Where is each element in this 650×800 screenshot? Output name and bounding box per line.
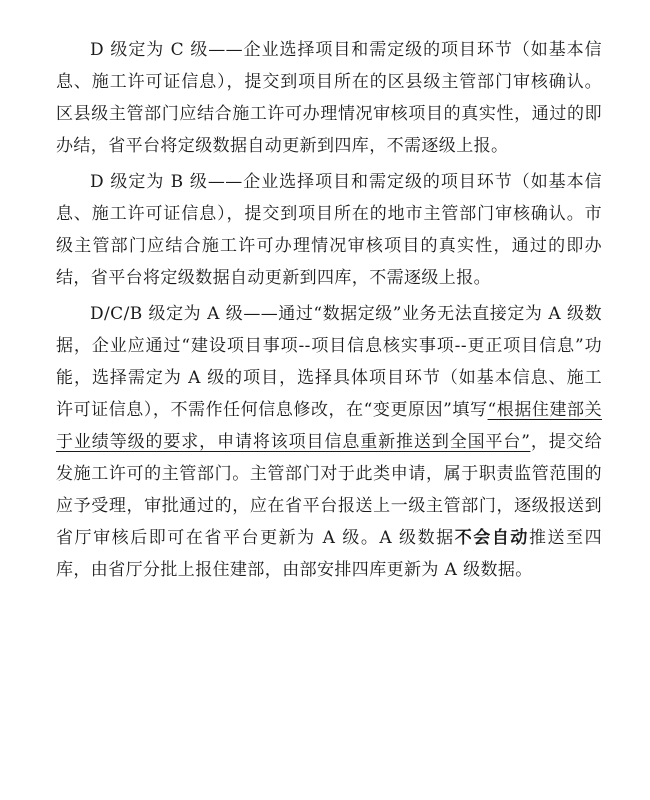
paragraph-text: 推送至四库，由省厅分批上报住建部，由部安排四库更新为 A 级数据。 xyxy=(56,528,602,580)
paragraph-text: ，提交给发施工许可的主管部门。主管部门对于此类申请，属于职责监管范围的应予受理，审批通过的，应在省平台报送上一级主管部门，逐级报送到省厅审核后即可在省平台更新为 A 级。A 级数据 xyxy=(56,432,602,548)
paragraph-d-to-c xyxy=(56,34,602,162)
emphasis-text: 不会自动 xyxy=(454,528,529,548)
paragraph-d-to-b xyxy=(56,166,602,294)
paragraph-text: D/C/B 级定为 A 级——通过“数据定级”业务无法直接定为 A 级数据，企业应通过“建设项目事项--项目信息核实事项--更正项目信息”功能，选择需定为 A 级的项目，选择具体项目环节（如基本信息、施工许可证信息），不需作任何信息修改，在“变更原因”填写 xyxy=(56,304,602,420)
change-reason-quote: “根据住建部关于业绩等级的要求，申请将该项目信息重新推送到全国平台” xyxy=(56,400,603,452)
paragraph-text: D 级定为 C 级——企业选择项目和需定级的项目环节（如基本信息、施工许可证信息），提交到项目所在的区县级主管部门审核确认。区县级主管部门应结合施工许可办理情况审核项目的真实性，通过的即办结，省平台将定级数据自动更新到四库，不需逐级上报。 xyxy=(56,40,602,156)
paragraph-text: D 级定为 B 级——企业选择项目和需定级的项目环节（如基本信息、施工许可证信息），提交到项目所在的地市主管部门审核确认。市级主管部门应结合施工许可办理情况审核项目的真实性，通过的即办结，省平台将定级数据自动更新到四库，不需逐级上报。 xyxy=(56,172,602,288)
document-page xyxy=(56,34,602,586)
paragraph-dcb-to-a xyxy=(56,298,602,586)
